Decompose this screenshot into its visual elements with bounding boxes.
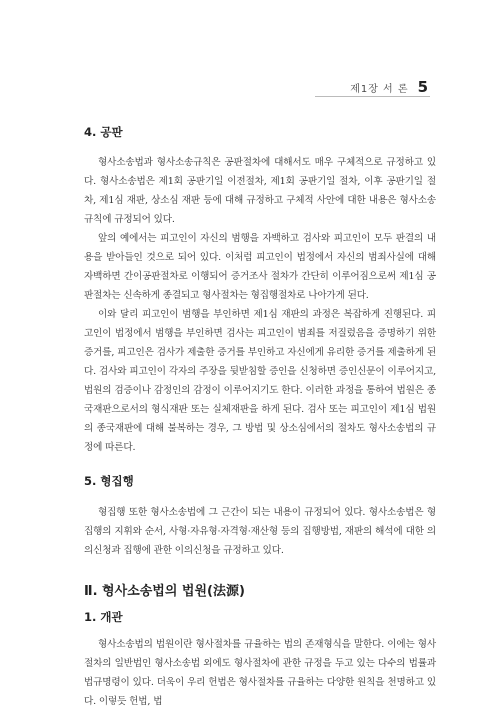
running-header xyxy=(350,78,428,96)
paragraph: 앞의 예에서는 피고인이 자신의 범행을 자백하고 검사와 피고인이 모두 판결의 내용을 받아들인 것으로 되어 있다. 이처럼 피고인이 법정에서 자신의 범죄사실에 대해 자백하면 간이공판절차로 이행되어 증거조사 절차가 간단히 이루어짐으로써 제1심 공판절차는 신속하게 종결되고 형사절차는 형집행절차로 나아가게 된다. xyxy=(84,233,436,301)
paragraph: 형집행 또한 형사소송법에 그 근간이 되는 내용이 규정되어 있다. 형사소송법은 형집행의 지휘와 순서, 사형·자유형·자격형·재산형 등의 집행방법, 재판의 해석에 대한 의의신청과 집행에 관한 이의신청을 규정하고 있다. xyxy=(84,507,436,556)
paragraph: 이와 달리 피고인이 범행을 부인하면 제1심 재판의 과정은 복잡하게 진행된다. 피고인이 법정에서 범행을 부인하면 검사는 피고인이 범죄를 저질렀음을 증명하기 위한 증거를, 피고인은 검사가 제출한 증거를 부인하고 자신에게 유리한 증거를 제출하게 된다. 검사와 피고인이 각자의 주장을 뒷받침할 증인을 신청하면 증인신문이 이루어지고, 법원의 검증이나 감정인의 감정이 이루어지기도 한다. 이러한 과정을 통하여 법원은 종국재판으로서의 형식재판 또는 실체재판을 하게 된다. 검사 또는 피고인이 제1심 법원의 종국재판에 대해 불복하는 경우, 그 방법 및 상소심에서의 절차도 형사소송법의 규정에 따른다. xyxy=(84,309,436,453)
section-heading-trial: 4. 공판 xyxy=(84,125,123,139)
chapter-title: 제1장 서 론 xyxy=(350,84,409,95)
page-number: 5 xyxy=(417,78,428,96)
part-heading-sources-of-law: Ⅱ. 형사소송법의 법원(法源) xyxy=(84,584,245,599)
header-divider xyxy=(315,96,430,97)
paragraph: 형사소송법의 법원이란 형사절차를 규율하는 법의 존재형식을 말한다. 이에는 형사절차의 일반법인 형사소송법 외에도 형사절차에 관한 규정을 두고 있는 다수의 법률과 법규명령이 있다. 더욱이 우리 헌법은 형사절차를 규율하는 다양한 원칙을 천명하고 있다. 이렇듯 헌법, 법 xyxy=(84,639,436,707)
section-heading-overview: 1. 개관 xyxy=(84,610,123,624)
section-heading-execution: 5. 형집행 xyxy=(84,474,134,488)
paragraph: 형사소송법과 형사소송규칙은 공판절차에 대해서도 매우 구체적으로 규정하고 있다. 형사소송법은 제1회 공판기일 이전절차, 제1회 공판기일 절차, 이후 공판기일 절차, 제1심 재판, 상소심 재판 등에 대해 규정하고 구체적 사안에 대한 내용은 형사소송규칙에 규정되어 있다. xyxy=(84,157,436,225)
page-body xyxy=(84,120,436,711)
